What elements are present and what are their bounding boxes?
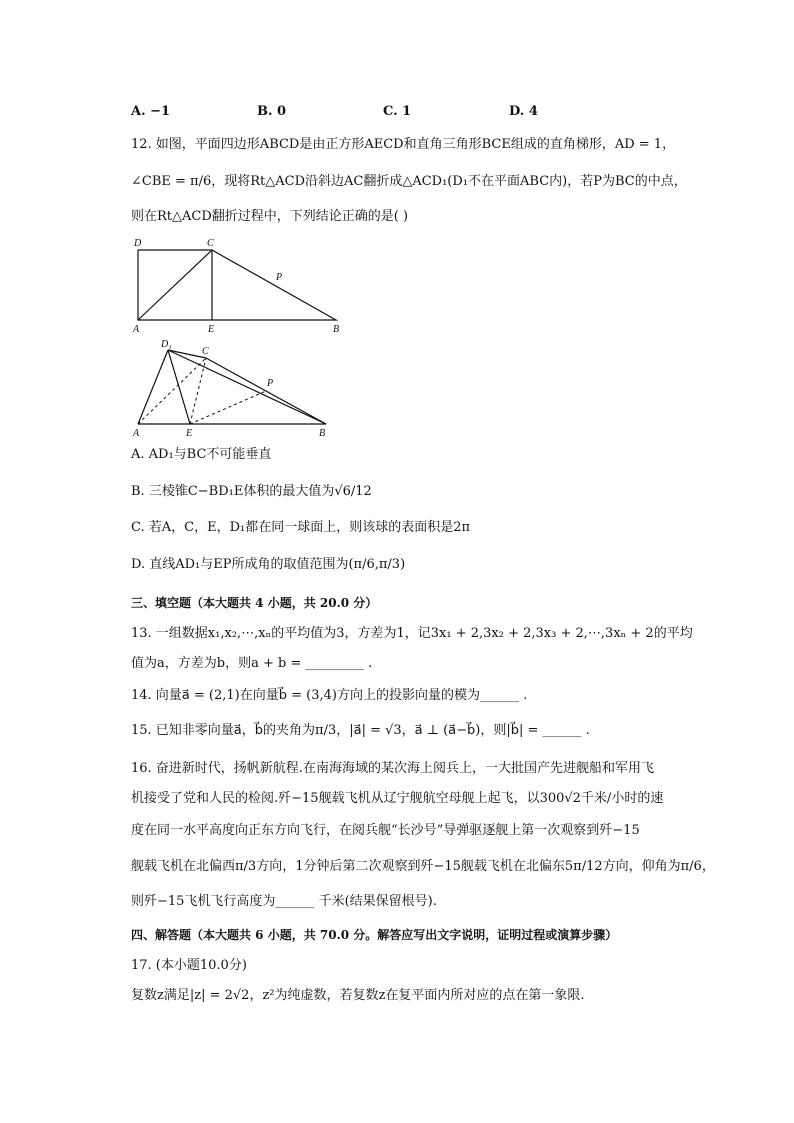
q16-line-1: 16. 奋进新时代，扬帆新航程.在南海海域的某次海上阅兵上，一大批国产先进舰船和军用飞 [131,761,654,776]
q16-line-4: 舰载飞机在北偏西π/3方向，1分钟后第二次观察到歼−15舰载飞机在北偏东5π/12方向，仰角为π/6， [131,859,715,874]
q12-line-2: ∠CBE = π/6，现将Rt△ACD沿斜边AC翻折成△ACD₁(D₁不在平面ABC内)，若P为BC的中点， [131,174,687,189]
q12-line-3: 则在Rt△ACD翻折过程中，下列结论正确的是( ) [131,209,409,224]
fig1-label-c: C [207,238,214,249]
fig2-label-b: B [319,428,326,439]
q16-line-2: 机接受了党和人民的检阅.歼−15舰载飞机从辽宁舰航空母舰上起飞，以300√2千米/小时的速 [131,791,664,806]
fig1-label-p: P [276,272,283,283]
q15-text: 15. 已知非零向量a⃗，b⃗的夹角为π/3，|a⃗| = √3，a⃗ ⊥ (a⃗−b⃗)，则|b⃗| = ______ . [131,723,590,738]
q17-title: 17. (本小题10.0分) [131,958,247,973]
q12-option-b: B. 三棱锥C−BD₁E体积的最大值为√6/12 [131,484,372,499]
q11-option-c: C. 1 [383,104,412,119]
fig1-label-b: B [333,324,340,334]
figure-trapezoid [128,234,348,334]
fig2-label-c: C [202,346,209,357]
q16-line-3: 度在同一水平高度向正东方向飞行，在阅兵舰“长沙号”导弹驱逐舰上第一次观察到歼−15 [131,823,640,838]
fig2-label-p: P [267,378,274,389]
figure-folded [128,336,348,440]
q17-text: 复数z满足|z| = 2√2，z²为纯虚数，若复数z在复平面内所对应的点在第一象限. [131,988,585,1003]
q14-text: 14. 向量a⃗ = (2,1)在向量b⃗ = (3,4)方向上的投影向量的模为______ . [131,688,528,703]
section-3-heading: 三、填空题（本大题共 4 小题，共 20.0 分） [131,596,378,610]
q16-line-5: 则歼−15飞机飞行高度为______ 千米(结果保留根号). [131,894,437,909]
q11-option-b: B. 0 [257,104,287,119]
fig2-label-a: A [133,428,140,439]
fig1-label-d: D [134,238,142,249]
fig1-label-a: A [133,324,140,334]
section-4-heading: 四、解答题（本大题共 6 小题，共 70.0 分。解答应写出文字说明，证明过程或演算步骤） [131,928,618,942]
q12-option-c: C. 若A，C，E，D₁都在同一球面上，则该球的表面积是2π [131,520,471,535]
q11-option-d: D. 4 [509,104,538,119]
q12-option-a: A. AD₁与BC不可能垂直 [131,447,272,462]
fig2-label-d1: D₁ [161,339,172,350]
q12-line-1: 12. 如图，平面四边形ABCD是由正方形AECD和直角三角形BCE组成的直角梯形，AD = 1， [131,137,676,152]
fig1-label-e: E [208,324,215,334]
q13-line-2: 值为a，方差为b，则a + b = _________ . [131,656,373,671]
q13-line-1: 13. 一组数据x₁,x₂,⋯,xₙ的平均值为3，方差为1，记3x₁ + 2,3x₂ + 2,3x₃ + 2,⋯,3xₙ + 2的平均 [131,626,693,641]
fig2-label-e: E [186,428,193,439]
q12-option-d: D. 直线AD₁与EP所成角的取值范围为(π/6,π/3) [131,557,406,572]
q11-option-a: A. −1 [131,104,171,119]
